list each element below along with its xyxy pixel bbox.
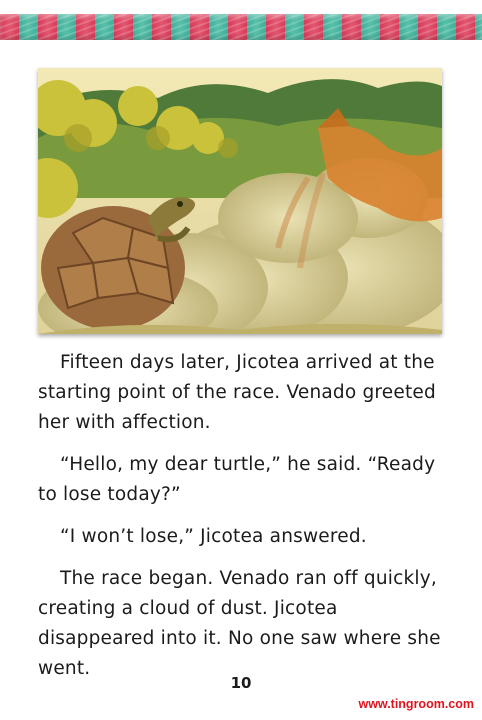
story-text (38, 348, 458, 696)
story-illustration (38, 68, 442, 334)
page-number: 10 (230, 674, 252, 692)
paragraph: The race began. Venado ran off quickly, creating a cloud of dust. Jicotea disappeared into it. No one saw where she went. (38, 568, 441, 679)
decorative-top-border (0, 14, 482, 40)
paragraph: Fifteen days later, Jicotea arrived at the starting point of the race. Venado greeted her with affection. (38, 352, 436, 433)
watermark: www.tingroom.com (358, 697, 474, 711)
paragraph: “I won’t lose,” Jicotea answered. (60, 526, 367, 547)
paragraph: “Hello, my dear turtle,” he said. “Ready to lose today?” (38, 454, 436, 505)
